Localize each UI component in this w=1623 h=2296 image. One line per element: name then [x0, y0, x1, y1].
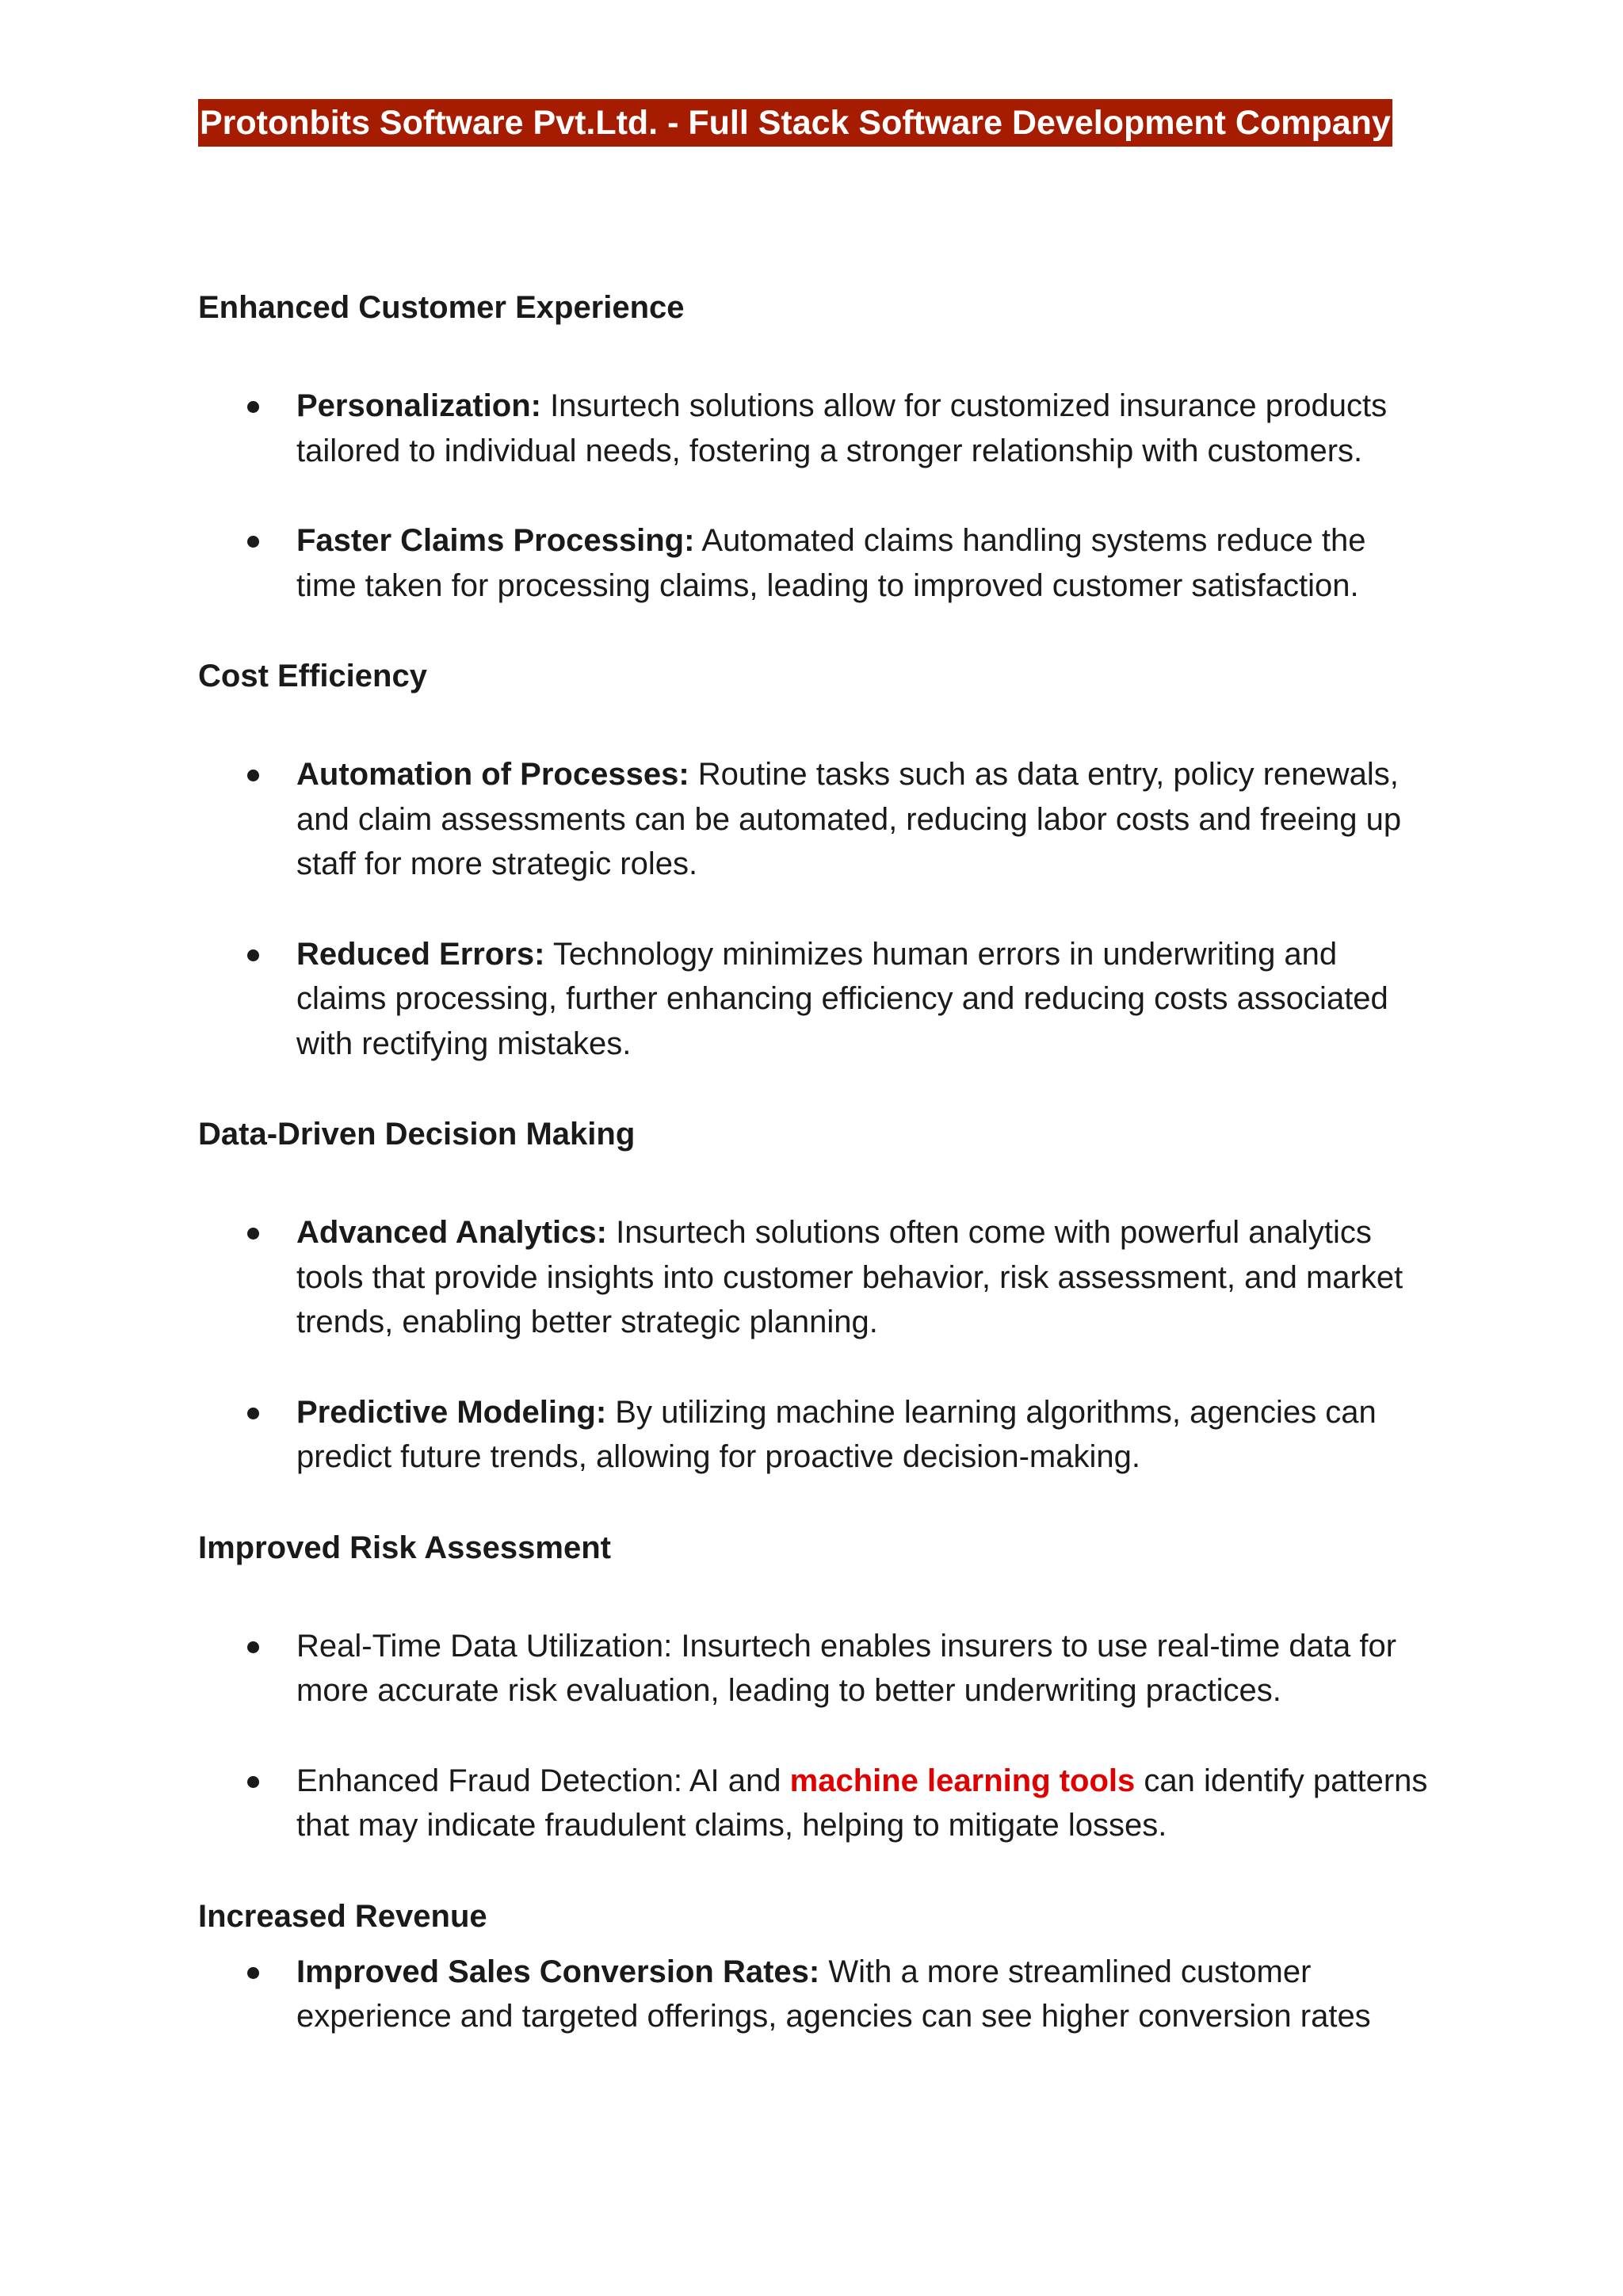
section-heading-data-driven: Data-Driven Decision Making	[198, 1117, 636, 1152]
bullet-term: Personalization:	[296, 388, 541, 423]
bullet-text: Insurtech solutions allow for customized insurance products tailored to individual needs, fostering a stronger relationship with customers.	[296, 388, 1388, 468]
company-banner: Protonbits Software Pvt.Ltd. - Full Stack Software Development Company	[198, 99, 1392, 147]
bullet-term: Predictive Modeling:	[296, 1394, 607, 1430]
section-heading-cost-efficiency: Cost Efficiency	[198, 659, 427, 693]
bullet-icon	[247, 536, 259, 548]
document-body	[198, 285, 1434, 2085]
bullet-term: Faster Claims Processing:	[296, 523, 695, 558]
list-item	[198, 1950, 1434, 2039]
section-heading-increased-revenue: Increased Revenue	[198, 1898, 487, 1934]
list-item	[198, 1390, 1434, 1480]
bullet-icon	[247, 1776, 259, 1788]
bullet-list-data-driven	[198, 1210, 1434, 1480]
list-item	[198, 932, 1434, 1067]
bullet-icon	[247, 1228, 259, 1240]
section-heading-risk-assessment: Improved Risk Assessment	[198, 1530, 611, 1565]
bullet-text: Technology minimizes human errors in underwriting and claims processing, further enhancing efficiency and reducing costs associated with rectifying mistakes.	[296, 936, 1388, 1061]
bullet-icon	[247, 1641, 259, 1653]
list-item	[198, 518, 1434, 608]
list-item	[198, 1210, 1434, 1345]
bullet-term: Improved Sales Conversion Rates:	[296, 1954, 820, 1989]
bullet-text: With a more streamlined customer experience and targeted offerings, agencies can see higher conversion rates	[296, 1954, 1371, 2034]
bullet-icon	[247, 949, 259, 961]
bullet-text: Insurtech solutions often come with powerful analytics tools that provide insights into customer behavior, risk assessment, and market trends, enabling better strategic planning.	[296, 1215, 1403, 1339]
bullet-text: Real-Time Data Utilization: Insurtech enables insurers to use real-time data for more accurate risk evaluation, leading to better underwriting practices.	[296, 1628, 1397, 1708]
section-heading-customer-experience: Enhanced Customer Experience	[198, 290, 685, 325]
bullet-icon	[247, 401, 259, 413]
bullet-text: Routine tasks such as data entry, policy renewals, and claim assessments can be automated, reducing labor costs and freeing up staff for more strategic roles.	[296, 757, 1402, 881]
bullet-icon	[247, 770, 259, 781]
list-item	[198, 384, 1434, 473]
bullet-term: Advanced Analytics:	[296, 1215, 607, 1250]
list-item	[198, 1624, 1434, 1713]
bullet-text: Automated claims handling systems reduce the time taken for processing claims, leading to improved customer satisfaction.	[296, 523, 1366, 603]
bullet-text: By utilizing machine learning algorithms, agencies can predict future trends, allowing for proactive decision-making.	[296, 1394, 1377, 1474]
bullet-term: Automation of Processes:	[296, 757, 689, 792]
machine-learning-tools-link[interactable]: machine learning tools	[789, 1763, 1136, 1798]
list-item	[198, 752, 1434, 887]
bullet-icon	[247, 1967, 259, 1979]
bullet-text: Enhanced Fraud Detection: AI and	[296, 1763, 790, 1798]
bullet-list-increased-revenue	[198, 1950, 1434, 2039]
list-item	[198, 1759, 1434, 1848]
bullet-term: Reduced Errors:	[296, 936, 545, 972]
bullet-list-cost-efficiency	[198, 752, 1434, 1066]
bullet-text: can identify patterns that may indicate fraudulent claims, helping to mitigate losses.	[296, 1763, 1428, 1843]
bullet-list-customer-experience	[198, 384, 1434, 608]
bullet-icon	[247, 1408, 259, 1419]
bullet-list-risk-assessment	[198, 1624, 1434, 1848]
